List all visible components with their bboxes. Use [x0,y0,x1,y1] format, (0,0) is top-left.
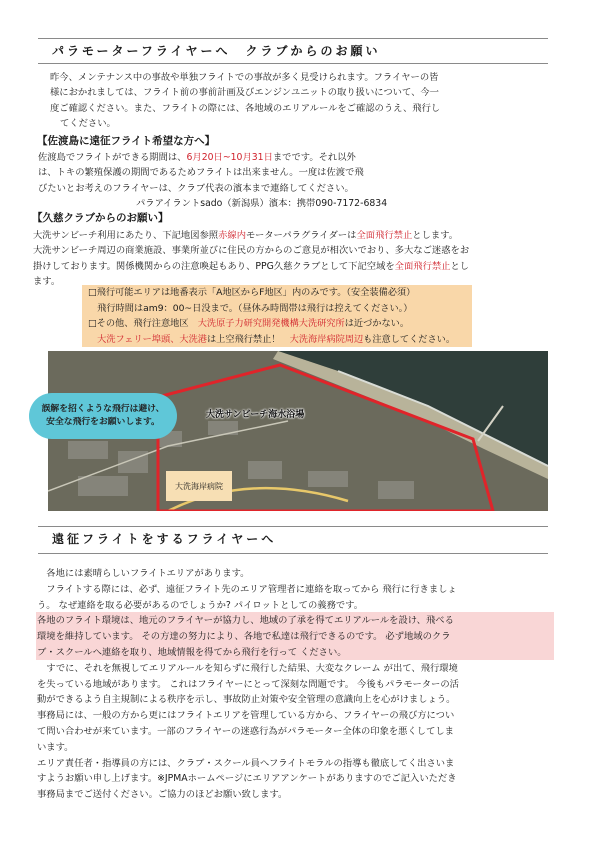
notice-red-text: 大洗フェリー埠頭、大洗港 [88,333,207,345]
kuji-heading: 【久慈クラブからのお願い】 [32,212,169,224]
kuji-line-4: ます。 [33,275,61,287]
notice-text: も注意してください。 [363,333,456,345]
section2-line: て問い合わせが来ています。一部のフライヤーの迷惑行為がパラモーター全体の印象を悪くしてしま [37,725,454,737]
intro-line: 様におかれましては、フライト前の事前計画及びエンジンユニットの取り扱いについて、今一 [50,87,439,99]
sado-text: までです。それ以外 [272,152,356,163]
notice-text: □その他、飛行注意地区 [88,318,198,329]
kuji-text: とします。 [412,230,459,241]
section2-line: エリア責任者・指導員の方には、クラブ・スクール員へフライトモラルの指導も徹底してく出さいま [37,757,455,769]
hospital-label: 大洗海岸病院 [166,471,232,501]
section1-title-bar [38,38,548,64]
notice-line-1: □飛行可能エリアは地番表示「A地区からF地区」内のみです。（安全装備必須） [88,287,416,298]
kuji-red-text: 赤線内 [218,230,247,241]
kuji-text: とし [450,260,470,272]
section2-title: 遠征フライトをするフライヤーへ [52,532,277,546]
sado-period: 6月20日~10月31日 [186,152,273,163]
section2-line: う。 なぜ連絡を取る必要があるのでしょうか? パイロットとしての義務です。 [37,599,364,611]
kuji-line-1 [33,228,558,243]
safety-bubble [29,393,177,439]
sado-contact: パラアイラントsado（新潟県）濱本：携帯090-7172-6834 [136,197,388,209]
intro-paragraph [50,70,550,131]
intro-line: 昨今、メンテナンス中の事故や単独フライトでの事故が多く見受けられます。フライヤーの皆 [50,72,439,83]
section2-line: 各地のフライト環境は、地元のフライヤーが協力し、地域の了承を得てエリアルールを設け、飛べる [37,615,454,627]
kuji-text: 掛けしております。関係機関からの注意喚起もあり、PPG久慈クラブとして下記空域を [33,260,395,272]
flight-notice-box [82,285,472,347]
kuji-paragraph [33,228,558,289]
section1-title: パラモーターフライヤーへ クラブからのお願い [52,44,381,58]
section2-line: 各地には素晴らしいフライトエリアがあります。 [37,568,250,579]
bubble-line-2: 安全な飛行をお願いします。 [46,417,160,427]
sado-heading: 【佐渡島に遠征フライト希望な方へ】 [37,135,216,147]
section2-line: すようお願い申し上げます。※JPMAホームページにエリアアンケートがありますのでご記入いただき [37,773,457,785]
beach-label: 大洗サンビーチ海水浴場 [206,410,305,420]
kuji-red-text: 全面飛行禁止 [356,230,413,241]
section2-line: フライトする際には、必ず、遠征フライト先のエリア管理者に連絡を取ってから 飛行に行きましょ [37,583,457,595]
section2-line: 環境を維持しています。 その方達の努力により、各地で私達は飛行できるのです。 必ず地域のクラ [37,631,451,643]
section2-line: 事務局には、一般の方から更にはフライトエリアを管理している方から、フライヤーの飛び方につい [37,710,455,722]
intro-line: てください。 [60,117,116,129]
intro-line: 度ご確認ください。また、フライトの際には、各地域のエリアルールをご確認のうえ、飛行し [50,102,441,114]
sado-paragraph [38,150,438,211]
section2-body [37,566,557,803]
kuji-text: モーターパラグライダーは [246,230,357,241]
section2-line: を失っている地域があります。 これはフライヤーにとって深刻な問題です。 今後もパラモーターの活 [37,678,459,690]
sado-text: 佐渡島でフライトができる期間は、 [38,152,187,163]
section2-line: すでに、それを無視してエリアルールを知らずに飛行した結果、大変なクレーム が出て、飛行環境 [37,662,458,674]
notice-text: は上空飛行禁止！ [206,333,290,345]
section2-line: います。 [37,741,74,753]
sado-line-2: は、トキの繁殖保護の期間であるためフライトは出来ません。一度は佐渡で飛 [38,167,364,179]
bubble-line-1: 誤解を招くような飛行は避け、 [41,404,165,414]
notice-red-text: 大洗原子力研究開発機構大洗研究所 [197,318,345,329]
notice-line-2: 飛行時間はam9：00~日没まで。（昼休み時間帯は飛行は控えてください。） [88,302,413,314]
section2-title-bar [38,526,548,554]
kuji-text: 大洗サンビーチ利用にあたり、下記地図参照 [33,230,219,241]
notice-line-4 [88,332,466,348]
sado-line-1 [38,150,438,165]
notice-text: は近づかない。 [344,318,410,329]
section2-line: 事務局までご送付ください。ご協力のほどお願い致します。 [37,789,288,801]
kuji-line-2: 大洗サンビーチ周辺の商業施設、事業所並びに住民の方からのご意見が相次いでおり、多大なご迷惑をお [33,245,470,257]
section2-line: 動ができるよう自主規制による秩序を示し、事故防止対策や安全管理の意識向上を心がけましょう。 [37,694,456,706]
section2-line: ブ・スクールへ連絡を取り、地域情報を得てから飛行を行って ください。 [37,646,347,658]
sado-line-3: びたいとお考えのフライヤーは、クラブ代表の濱本まで連絡してください。 [38,182,354,194]
kuji-red-text: 全面飛行禁止 [394,260,451,272]
notice-line-3 [88,316,466,332]
notice-red-text: 大洗海岸病院周辺 [289,333,364,345]
kuji-line-3 [33,259,558,274]
